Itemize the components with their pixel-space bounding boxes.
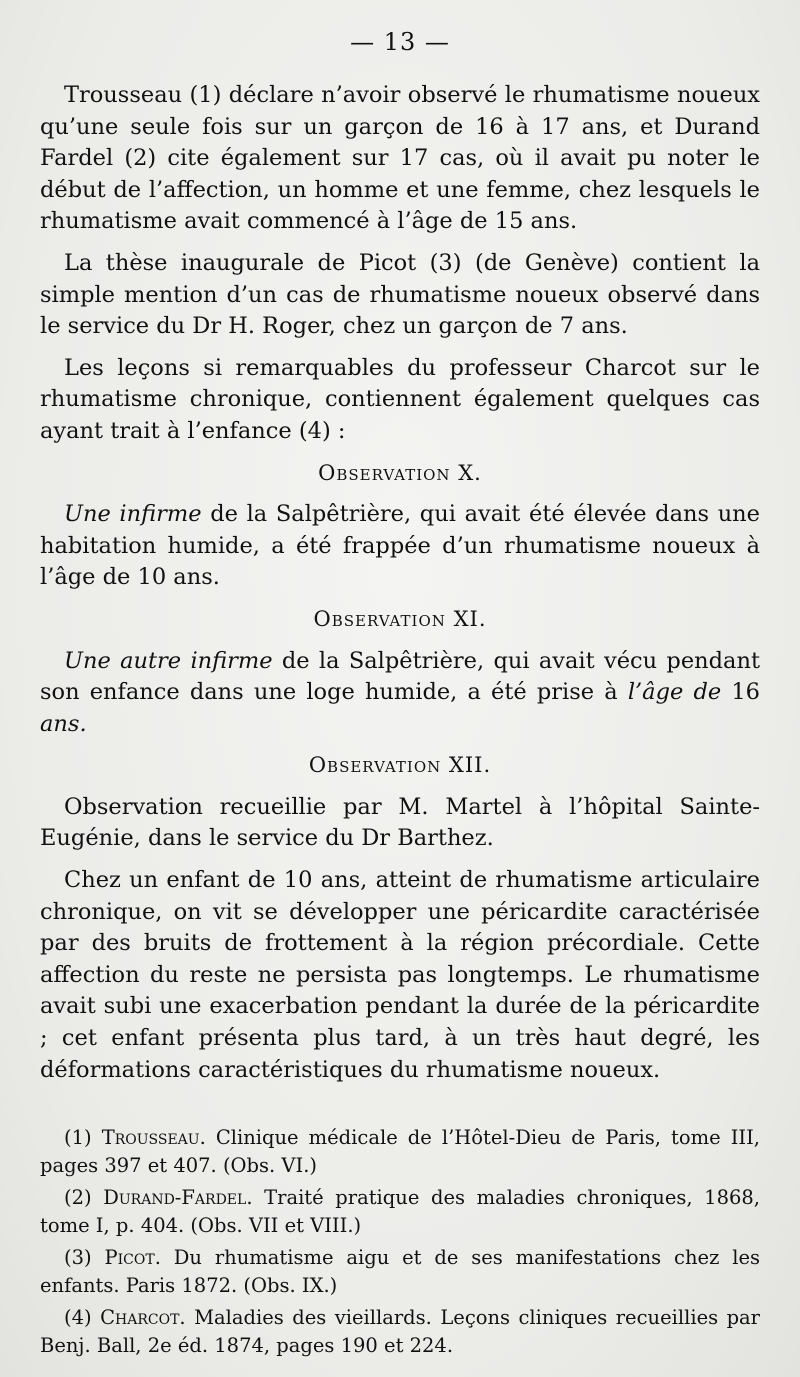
paragraph-charcot: Les leçons si remarquables du professeur Charcot sur le rhumatisme chronique, contiennent également quelques cas ayant trait à l’enfance (4) : <box>40 354 760 444</box>
paragraph-picot: La thèse inaugurale de Picot (3) (de Genève) contient la simple mention d’un cas de rhumatisme noueux observé dans le service du Dr H. Roger, chez un garçon de 7 ans. <box>40 249 760 340</box>
footnote-text: . Clinique médicale de l’Hôtel-Dieu de Paris, tome III, pages 397 et 407. (Obs. VI.) <box>40 1126 761 1177</box>
footnote-4 <box>40 1304 760 1360</box>
footnote-2 <box>40 1184 760 1240</box>
observation-xi-body: de la Salpêtrière, qui avait vécu pendant son enfance dans une loge humide, a été prise à <box>40 647 760 706</box>
footnote-marker: (2) <box>64 1186 104 1209</box>
footnote-author: Picot <box>104 1246 155 1269</box>
observation-xi-age: 16 <box>721 679 760 706</box>
footnote-3 <box>40 1244 760 1300</box>
footnote-text: . Maladies des vieillards. Leçons cliniques recueillies par Benj. Ball, 2e éd. 1874, pages 190 et 224. <box>40 1306 761 1357</box>
observation-xi-italic-end: ans. <box>40 710 87 737</box>
observation-xi-italic-tail: l’âge de <box>627 679 722 706</box>
footnote-text: . Traité pratique des maladies chroniques, 1868, tome I, p. 404. (Obs. VII et VIII.) <box>40 1186 761 1237</box>
observation-xi-heading: Observation XI. <box>313 606 487 631</box>
footnote-marker: (1) <box>64 1126 102 1149</box>
body-text <box>40 80 760 1096</box>
observation-xi-italic: Une autre infirme <box>64 647 273 674</box>
footnote-author: Trousseau <box>101 1126 200 1149</box>
footnotes <box>40 1124 760 1364</box>
footnote-author: Charcot <box>100 1306 180 1329</box>
page-number: — 13 — <box>350 28 450 56</box>
observation-xii-intro: Observation recueillie par M. Martel à l’hôpital Sainte-Eugénie, dans le service du Dr Barthez. <box>40 793 760 852</box>
footnote-1 <box>40 1124 760 1180</box>
observation-xii-text: Chez un enfant de 10 ans, atteint de rhumatisme articulaire chronique, on vit se développer une péricardite caractérisée par des bruits de frottement à la région précordiale. Cette affection du reste ne persista pas longtemps. Le rhumatisme avait subi une exacerbation pendant la durée de la péricardite ; cet enfant présenta plus tard, à un très haut degré, les déformations caractéristiques du rhumatisme noueux. <box>40 867 760 1083</box>
footnote-text: . Du rhumatisme aigu et de ses manifestations chez les enfants. Paris 1872. (Obs. IX.) <box>40 1246 761 1297</box>
observation-xi-text <box>40 646 760 741</box>
observation-x-text <box>40 499 760 594</box>
observation-x-body: de la Salpêtrière, qui avait été élevée dans une habitation humide, a été frappée d’un rhumatisme noueux à l’âge de 10 ans. <box>40 501 760 591</box>
footnote-marker: (3) <box>64 1246 105 1269</box>
observation-x-italic: Une infirme <box>64 501 202 528</box>
paragraph-trousseau: Trousseau (1) déclare n’avoir observé le rhumatisme noueux qu’une seule fois sur un garçon de 16 à 17 ans, et Durand Fardel (2) cite également sur 17 cas, où il avait pu noter le début de l’affection, un homme et une femme, chez lesquels le rhumatisme avait commencé à l’âge de 15 ans. <box>40 82 760 235</box>
observation-x-heading: Observation X. <box>318 460 482 485</box>
footnote-author: Durand-Fardel <box>103 1186 247 1209</box>
footnote-marker: (4) <box>64 1306 101 1329</box>
observation-xii-heading: Observation XII. <box>308 753 492 778</box>
